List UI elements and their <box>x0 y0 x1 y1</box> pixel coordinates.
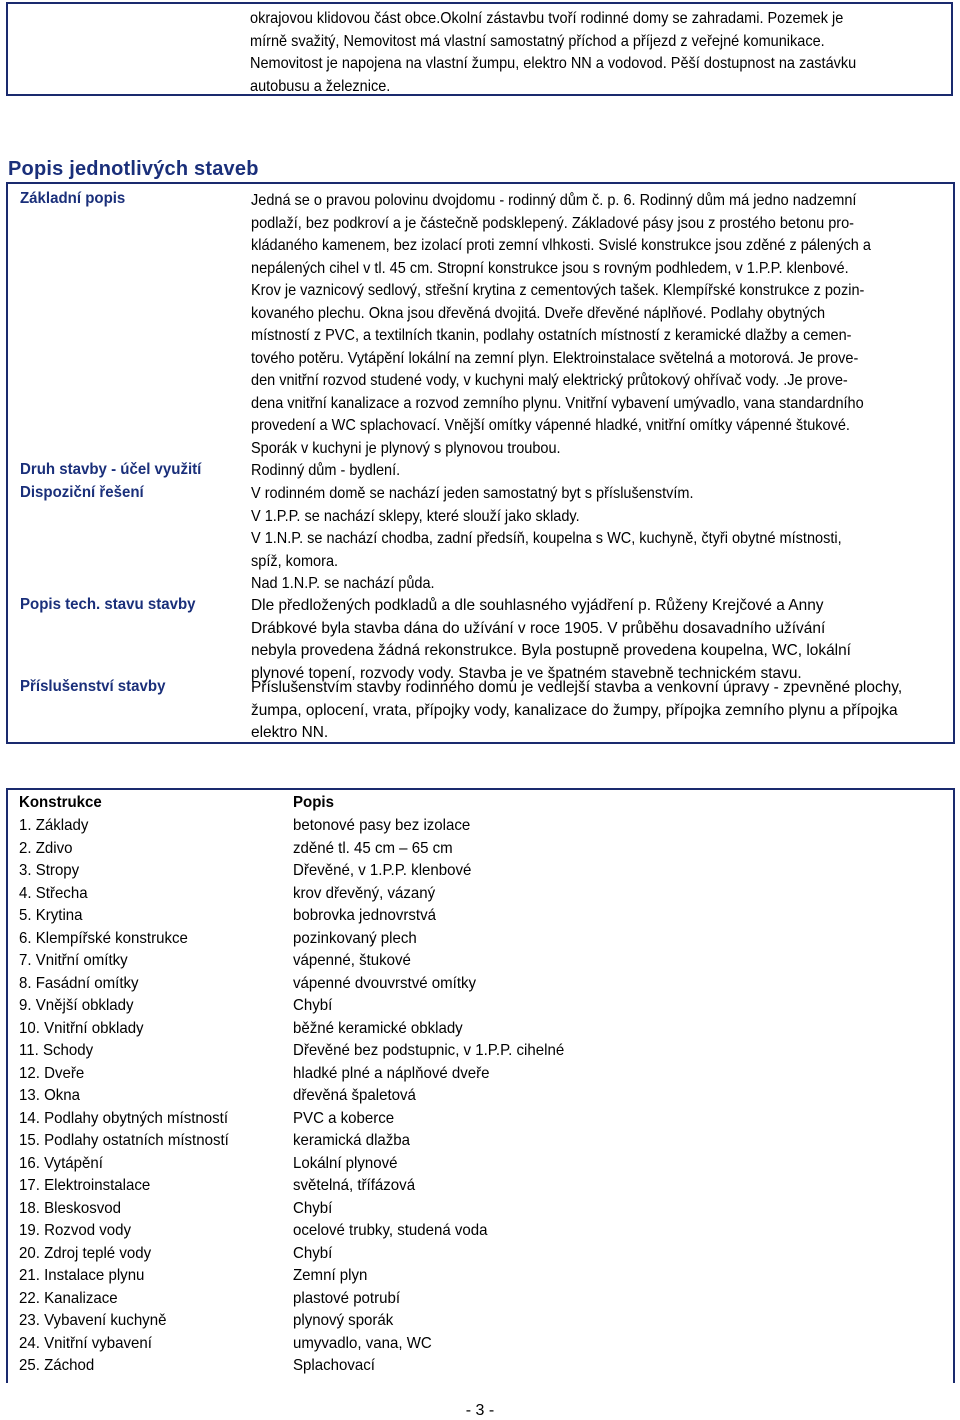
table-row <box>8 1155 908 1178</box>
text-line: mírně svažitý, Nemovitost má vlastní samostatný příchod a příjezd z veřejné komunikace. <box>250 32 825 50</box>
table-row <box>8 1065 908 1088</box>
construction-description: Chybí <box>293 997 333 1014</box>
construction-description: bobrovka jednovrstvá <box>293 907 436 924</box>
table-row <box>8 930 908 953</box>
construction-name: 8. Fasádní omítky <box>19 974 139 992</box>
label-accessories: Příslušenství stavby <box>20 678 166 695</box>
text-line: Jedná se o pravou polovinu dvojdomu - rodinný dům č. p. 6. Rodinný dům má jedno nadzemní <box>251 192 857 209</box>
construction-name: 2. Zdivo <box>19 839 73 857</box>
text-line: okrajovou klidovou část obce.Okolní zástavbu tvoří rodinné domy se zahradami. Pozemek je <box>250 10 844 27</box>
section-title: Popis jednotlivých staveb <box>8 158 259 180</box>
table-body <box>8 817 908 1380</box>
text-line: tového potěru. Vytápění lokální na zemní plyn. Elektroinstalace světelná a motorová. Je prove- <box>251 349 859 367</box>
table-row <box>8 1312 908 1335</box>
construction-description: plynový sporák <box>293 1312 394 1329</box>
label-basic-description: Základní popis <box>20 190 126 207</box>
text-line: V 1.N.P. se nachází chodba, zadní předsíň, koupelna s WC, kuchyně, čtyři obytné místnosti, <box>251 530 842 547</box>
table-row <box>8 952 908 975</box>
text-line: kládaného kamenem, bez izolací proti zemní vlhkosti. Svislé konstrukce jsou zděné z pálených a <box>251 237 871 254</box>
construction-description: Chybí <box>293 1244 333 1262</box>
text-line: Nemovitost je napojena na vlastní žumpu, elektro NN a vodovod. Pěší dostupnost na zastávku <box>250 55 857 72</box>
construction-description: zděné tl. 45 cm – 65 cm <box>293 839 453 857</box>
construction-description: betonové pasy bez izolace <box>293 817 471 834</box>
text-line: Příslušenstvím stavby rodinného domu je vedlejší stavba a venkovní úpravy - zpevněné plochy, <box>251 679 903 696</box>
construction-description: dřevěná špaletová <box>293 1087 416 1104</box>
table-row <box>8 840 908 863</box>
construction-name: 20. Zdroj teplé vody <box>19 1244 152 1262</box>
table-row <box>8 1290 908 1313</box>
table-row <box>8 1335 908 1358</box>
label-technical-state: Popis tech. stavu stavby <box>20 596 196 613</box>
construction-name: 11. Schody <box>19 1042 94 1059</box>
construction-name: 21. Instalace plynu <box>19 1267 145 1284</box>
location-paragraph <box>250 8 901 98</box>
construction-description: plastové potrubí <box>293 1289 401 1307</box>
construction-name: 1. Základy <box>19 817 89 834</box>
construction-description: umyvadlo, vana, WC <box>293 1334 432 1352</box>
text-line: V 1.P.P. se nachází sklepy, které slouží jako sklady. <box>251 507 580 525</box>
table-row <box>8 1020 908 1043</box>
text-line: nebyla provedena žádná rekonstrukce. Byla postupně provedena koupelna, WC, lokální <box>251 642 851 659</box>
construction-name: 24. Vnitřní vybavení <box>19 1334 152 1352</box>
construction-name: 4. Střecha <box>19 884 88 902</box>
column-header-description: Popis <box>293 794 334 811</box>
table-row <box>8 997 908 1020</box>
text-line: kovaného plechu. Okna jsou dřevěná dvojitá. Dveře dřevěné náplňové. Podlahy obytných <box>251 304 826 322</box>
page-number: - 3 - <box>465 1402 495 1419</box>
text-line: Drábkové byla stavba dána do užívání v roce 1905. V průběhu dosavadního užívání <box>251 619 826 637</box>
table-row <box>8 1245 908 1268</box>
construction-name: 14. Podlahy obytných místností <box>19 1109 229 1127</box>
construction-table <box>6 788 955 1383</box>
accessories-text <box>251 677 946 745</box>
construction-description: Zemní plyn <box>293 1267 368 1284</box>
construction-name: 10. Vnitřní obklady <box>19 1019 144 1037</box>
text-line: elektro NN. <box>251 724 329 741</box>
text-line: Nad 1.N.P. se nachází půda. <box>251 575 435 592</box>
construction-description: běžné keramické obklady <box>293 1019 463 1037</box>
text-line: Krov je vaznicový sedlový, střešní krytina z cementových tašek. Klempířské konstrukce z pozin- <box>251 282 865 299</box>
construction-description: pozinkovaný plech <box>293 929 417 947</box>
construction-description: ocelové trubky, studená voda <box>293 1222 488 1239</box>
table-row <box>8 885 908 908</box>
construction-name: 15. Podlahy ostatních místností <box>19 1132 229 1149</box>
text-line: žumpa, oplocení, vrata, přípojky vody, kanalizace do žumpy, přípojka zemního plynu a přípojka <box>251 701 898 719</box>
construction-name: 9. Vnější obklady <box>19 997 134 1014</box>
label-layout: Dispoziční řešení <box>20 484 144 501</box>
table-row <box>8 1110 908 1133</box>
construction-name: 19. Rozvod vody <box>19 1222 132 1239</box>
construction-name: 3. Stropy <box>19 862 80 879</box>
table-row <box>8 975 908 998</box>
construction-description: vápenné, štukové <box>293 952 411 969</box>
table-row <box>8 1087 908 1110</box>
construction-name: 23. Vybavení kuchyně <box>19 1312 167 1329</box>
table-row <box>8 1222 908 1245</box>
table-row <box>8 1042 908 1065</box>
text-line: dena vnitřní kanalizace a rozvod zemního plynu. Vnitřní vybavení umývadlo, vana standardního <box>251 394 864 412</box>
construction-description: PVC a koberce <box>293 1109 395 1127</box>
construction-name: 25. Záchod <box>19 1357 95 1374</box>
table-row <box>8 1177 908 1200</box>
text-line: plynové topení, rozvody vody. Stavba je ve špatném stavebně technickém stavu. <box>251 664 802 682</box>
text-line: autobusu a železnice. <box>250 77 391 95</box>
text-line: den vnitřní rozvod studené vody, v kuchyni malý elektrický průtokový ohřívač vody. .Je prove- <box>251 372 848 389</box>
label-building-type: Druh stavby - účel využití <box>20 461 202 478</box>
text-line: Dle předložených podkladů a dle souhlasného vyjádření p. Růženy Krejčové a Anny <box>251 597 824 614</box>
construction-name: 22. Kanalizace <box>19 1289 118 1307</box>
table-row <box>8 1267 908 1290</box>
table-row <box>8 862 908 885</box>
text-line: spíž, komora. <box>251 552 339 570</box>
column-header-construction: Konstrukce <box>19 794 102 811</box>
building-description-box <box>6 182 955 744</box>
text-line: V rodinném domě se nachází jeden samostatný byt s příslušenstvím. <box>251 485 694 502</box>
construction-name: 12. Dveře <box>19 1064 85 1082</box>
construction-name: 7. Vnitřní omítky <box>19 952 128 969</box>
construction-description: Dřevěné bez podstupnic, v 1.P.P. cihelné <box>293 1042 565 1059</box>
construction-description: vápenné dvouvrstvé omítky <box>293 974 477 992</box>
building-type-value: Rodinný dům - bydlení. <box>251 462 401 479</box>
text-line: Sporák v kuchyni je plynový s plynovou troubou. <box>251 439 561 457</box>
technical-state-text <box>251 595 946 685</box>
text-line: nepálených cihel v tl. 45 cm. Stropní konstrukce jsou s rovným podhledem, v 1.P.P. klenbové. <box>251 259 849 277</box>
construction-name: 16. Vytápění <box>19 1154 103 1172</box>
construction-description: hladké plné a náplňové dveře <box>293 1064 490 1082</box>
construction-description: krov dřevěný, vázaný <box>293 884 436 902</box>
construction-description: Dřevěné, v 1.P.P. klenbové <box>293 862 472 879</box>
construction-name: 13. Okna <box>19 1087 81 1104</box>
construction-name: 18. Bleskosvod <box>19 1199 122 1217</box>
location-box <box>6 2 953 96</box>
table-row <box>8 1200 908 1223</box>
table-row <box>8 1132 908 1155</box>
text-line: provedení a WC splachovací. Vnější omítky vápenné hladké, vnitřní omítky vápenné štukové. <box>251 417 850 434</box>
text-line: podlaží, bez podkroví a je částečně podsklepený. Základové pásy jsou z prostého betonu pro- <box>251 214 855 232</box>
construction-description: světelná, třífázová <box>293 1177 416 1194</box>
construction-name: 6. Klempířské konstrukce <box>19 929 188 947</box>
construction-description: Chybí <box>293 1199 333 1217</box>
table-row <box>8 1357 908 1380</box>
text-line: místností z PVC, a textilních tkanin, podlahy ostatních místností z keramické dlažby a cemen- <box>251 327 852 344</box>
basic-description-text <box>251 190 944 460</box>
table-row <box>8 817 908 840</box>
construction-description: Splachovací <box>293 1357 375 1374</box>
construction-name: 17. Elektroinstalace <box>19 1177 151 1194</box>
construction-description: keramická dlažba <box>293 1132 411 1149</box>
construction-name: 5. Krytina <box>19 907 83 924</box>
layout-text <box>251 483 944 596</box>
construction-description: Lokální plynové <box>293 1154 398 1172</box>
table-row <box>8 907 908 930</box>
